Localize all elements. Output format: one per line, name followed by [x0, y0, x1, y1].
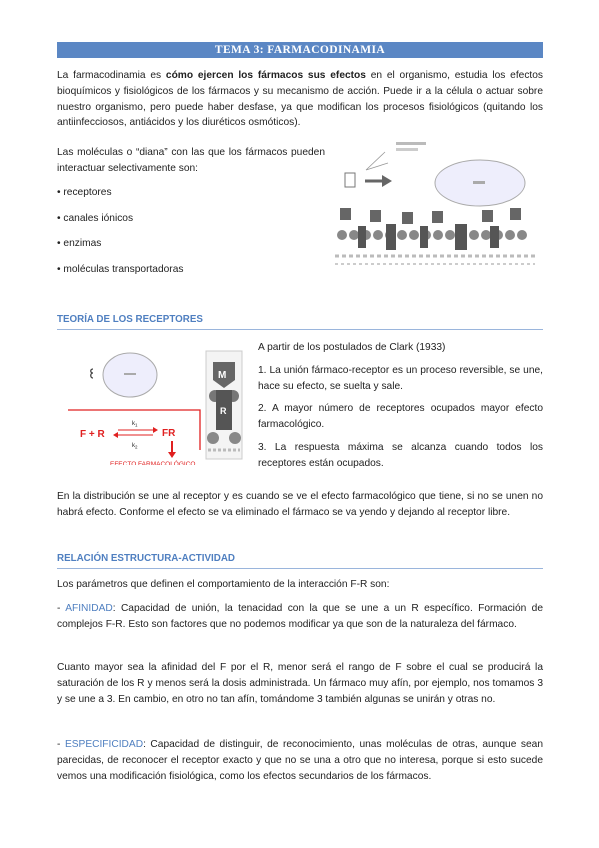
equation-left: F + R	[80, 429, 105, 440]
m-label: M	[218, 370, 227, 381]
affinity-detail-paragraph: Cuanto mayor sea la afinidad del F por el R, menor será el rango de F sobre el cual se producirá la saturación de los R y menos será la dosis administrada. Un fármaco muy afín, por ejemplo, nos tomamos 3 y se une a 3. En cambio, en otro no tan afín, tomándome 3 también algunas se unirán y otras no.	[57, 662, 543, 705]
targets-paragraph: Las moléculas o “diana” con las que los fármacos pueden interactuar selectivamente son:	[57, 147, 325, 174]
page-title: TEMA 3: FARMACODINAMIA	[57, 42, 543, 58]
r-label: R	[220, 406, 227, 416]
receptor-membrane-figure	[330, 138, 545, 273]
k1-label: $k_1$	[132, 421, 138, 428]
affinity-label: AFINIDAD	[65, 603, 113, 614]
targets-list	[57, 185, 317, 287]
effect-label: EFECTO FARMACOLÓGICO	[110, 461, 196, 465]
list-item: • enzimas	[57, 236, 317, 262]
section-heading-structure-activity: RELACIÓN ESTRUCTURA-ACTIVIDAD	[57, 551, 543, 569]
parameters-intro: Los parámetros que definen el comportamiento de la interacción F-R son:	[57, 579, 390, 590]
distribution-paragraph: En la distribución se une al receptor y es cuando se ve el efecto farmacológico que tiene, si no se unen no habrá efecto. Conforme el efecto se va eliminado el fármaco se va yendo y dejando al receptor libre.	[57, 491, 543, 518]
section-heading-receptors: TEORÍA DE LOS RECEPTORES	[57, 312, 543, 330]
specificity-label: ESPECIFICIDAD	[64, 739, 144, 750]
clark-postulates	[258, 340, 543, 479]
list-item: • receptores	[57, 185, 317, 211]
list-item: • moléculas transportadoras	[57, 262, 317, 288]
list-item: • canales iónicos	[57, 211, 317, 237]
specificity-paragraph: - ESPECIFICIDAD: Capacidad de distinguir, de reconocimiento, unas moléculas de otras, aunque sean parecidas, de reconocer el receptor exacto y que no se una a otro que no interesa, porque si esto sucede vemos una modificación fisiológica, como los efectos secundarios de los fármacos.	[57, 739, 543, 782]
equation-right: FR	[162, 428, 176, 439]
drug-receptor-binding-figure	[205, 350, 243, 460]
clark-intro: A partir de los postulados de Clark (1933)	[258, 342, 446, 353]
postulate: 1. La unión fármaco-receptor es un proceso reversible, se une, hace su efecto, se suelta y sale.	[258, 364, 543, 392]
k2-label: $k_2$	[132, 443, 138, 450]
postulate: 2. A mayor número de receptores ocupados mayor efecto farmacológico.	[258, 403, 543, 431]
affinity-paragraph: - AFINIDAD: Capacidad de unión, la tenacidad con la que se une a un R específico. Formación de complejos F-R. Esto son factores que no podemos modificar ya que son de la naturaleza del fármaco.	[57, 603, 543, 630]
intro-paragraph: La farmacodinamia es cómo ejercen los fármacos sus efectos en el organismo, estudia los efectos bioquímicos y fisiológicos de los fármacos y su mecanismo de acción. Puede ir a la célula o actuar sobre nuestro organismo, pero puede haber desfase, ya que modifican los procesos fisiológicos (quitando los antiinfecciosos, antiácidos y los diuréticos osmóticos).	[57, 70, 544, 129]
postulate: 3. La respuesta máxima se alcanza cuando todos los receptores están ocupados.	[258, 442, 543, 469]
